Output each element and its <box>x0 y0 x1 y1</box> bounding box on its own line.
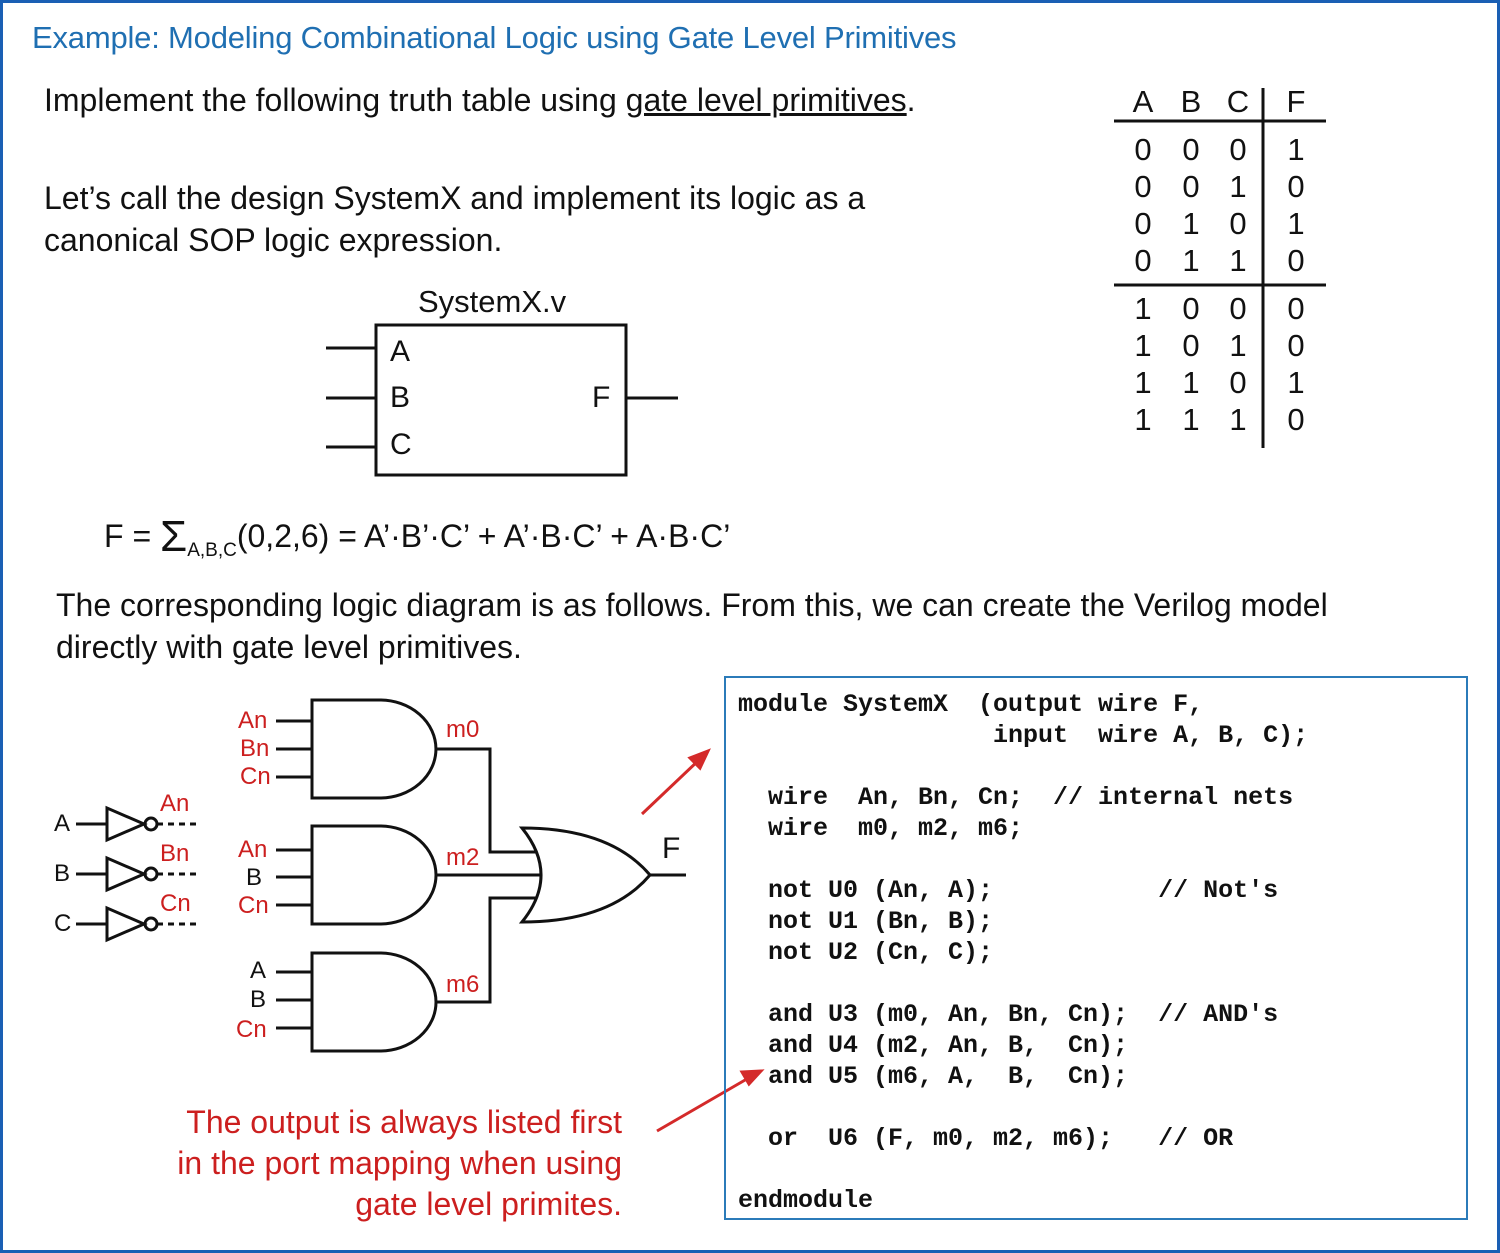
code-line: not U0 (An, A); // Not's <box>738 876 1279 905</box>
tt-cell: 0 <box>1229 206 1247 241</box>
gate-level-primitives-underlined: gate level primitives <box>625 82 907 118</box>
and-m2-in-label-2: B <box>246 864 263 891</box>
tt-cell: 0 <box>1182 291 1200 326</box>
intro-text: Implement the following truth table using <box>44 82 626 118</box>
code-line: and U3 (m0, An, Bn, Cn); // AND's <box>738 1000 1279 1029</box>
tt-cell: 1 <box>1182 402 1200 437</box>
tt-header-a: A <box>1132 84 1154 119</box>
note-line-1: The output is always listed first <box>186 1104 622 1140</box>
tt-cell: 1 <box>1287 365 1305 400</box>
or-gate <box>522 828 650 922</box>
note-line-2: in the port mapping when using <box>177 1145 622 1181</box>
inv-a-input-label: A <box>54 810 71 837</box>
tt-cell: 0 <box>1229 132 1247 167</box>
and-gate-m0 <box>312 700 436 798</box>
inv-a-output-label: An <box>160 790 190 817</box>
intro-line-2: Let’s call the design SystemX and implement its logic as a <box>44 180 866 216</box>
tt-cell: 0 <box>1182 169 1200 204</box>
inv-c-output-label: Cn <box>160 890 191 917</box>
tt-cell: 1 <box>1182 243 1200 278</box>
eq-lhs: F = <box>104 518 152 554</box>
tt-cell: 0 <box>1229 365 1247 400</box>
tt-header-f: F <box>1286 84 1306 119</box>
tt-cell: 0 <box>1134 243 1152 278</box>
and-m6-in-label-1: A <box>250 957 267 984</box>
tt-cell: 0 <box>1287 243 1305 278</box>
and-m6-in-label-2: B <box>250 986 267 1013</box>
inv-c-input-label: C <box>54 910 72 937</box>
and-m0-in-label-2: Bn <box>240 735 270 762</box>
inv-b-input-label: B <box>54 860 71 887</box>
tt-cell: 1 <box>1134 328 1152 363</box>
tt-cell: 0 <box>1182 328 1200 363</box>
tt-cell: 1 <box>1229 169 1247 204</box>
block-output-f: F <box>592 381 611 414</box>
code-line: wire m0, m2, m6; <box>738 814 1024 843</box>
arrow-to-code-top <box>642 759 700 814</box>
tt-cell: 1 <box>1134 365 1152 400</box>
tt-cell: 0 <box>1134 132 1152 167</box>
and-m0-in-label-1: An <box>238 707 268 734</box>
eq-subscript: A,B,C <box>187 540 237 561</box>
tt-cell: 1 <box>1229 328 1247 363</box>
code-line: endmodule <box>738 1186 874 1215</box>
tt-cell: 1 <box>1134 402 1152 437</box>
inv-b-output-label: Bn <box>160 840 190 867</box>
tt-header-b: B <box>1180 84 1202 119</box>
code-line: or U6 (F, m0, m2, m6); // OR <box>738 1124 1234 1153</box>
tt-cell: 0 <box>1134 206 1152 241</box>
systemx-block <box>376 325 626 475</box>
intro-period: . <box>906 82 916 118</box>
block-input-a: A <box>390 335 411 368</box>
or-output-label: F <box>662 832 681 865</box>
tt-cell: 1 <box>1134 291 1152 326</box>
diagram-text-2: directly with gate level primitives. <box>56 629 522 665</box>
code-line: and U5 (m6, A, B, Cn); <box>738 1062 1129 1091</box>
and-m2-in-label-1: An <box>238 836 268 863</box>
m0-label: m0 <box>446 716 480 743</box>
and-m6-in-label-3: Cn <box>236 1016 267 1043</box>
code-line: module SystemX (output wire F, <box>738 690 1204 719</box>
code-line: input wire A, B, C); <box>738 721 1309 750</box>
tt-cell: 0 <box>1287 328 1305 363</box>
m6-label: m6 <box>446 971 480 998</box>
block-name: SystemX.v <box>418 284 567 319</box>
eq-minterms: (0,2,6) <box>236 518 330 554</box>
tt-cell: 0 <box>1287 402 1305 437</box>
inverter-c <box>76 908 157 940</box>
inverter-b <box>76 858 157 890</box>
code-line: not U1 (Bn, B); <box>738 907 994 936</box>
and-m2-in-label-3: Cn <box>238 892 269 919</box>
tt-cell: 1 <box>1287 132 1305 167</box>
tt-cell: 1 <box>1287 206 1305 241</box>
tt-cell: 1 <box>1229 243 1247 278</box>
tt-header-c: C <box>1226 84 1250 119</box>
block-input-c: C <box>390 428 412 461</box>
slide-title: Example: Modeling Combinational Logic using Gate Level Primitives <box>32 20 957 55</box>
code-line: wire An, Bn, Cn; // internal nets <box>738 783 1294 812</box>
port-mapping-note <box>120 1102 622 1225</box>
tt-cell: 0 <box>1182 132 1200 167</box>
inverter-a <box>76 808 157 840</box>
tt-cell: 1 <box>1229 402 1247 437</box>
intro-line-3: canonical SOP logic expression. <box>44 222 503 258</box>
eq-rhs: = A’·B’·C’ + A’·B·C’ + A·B·C’ <box>338 518 731 554</box>
diagram-text-1: The corresponding logic diagram is as follows. From this, we can create the Verilog model <box>56 587 1328 623</box>
and-gate-m6 <box>312 953 436 1051</box>
m2-label: m2 <box>446 844 480 871</box>
tt-cell: 0 <box>1287 291 1305 326</box>
code-line: not U2 (Cn, C); <box>738 938 994 967</box>
block-input-b: B <box>390 381 411 414</box>
tt-cell: 1 <box>1182 206 1200 241</box>
tt-cell: 0 <box>1229 291 1247 326</box>
tt-cell: 0 <box>1134 169 1152 204</box>
code-line: and U4 (m2, An, B, Cn); <box>738 1031 1129 1060</box>
tt-cell: 1 <box>1182 365 1200 400</box>
sigma-symbol: Σ <box>160 512 188 561</box>
tt-cell: 0 <box>1287 169 1305 204</box>
note-line-3: gate level primites. <box>355 1186 622 1222</box>
wire-m0 <box>436 749 536 852</box>
and-m0-in-label-3: Cn <box>240 763 271 790</box>
and-gate-m2 <box>312 826 436 924</box>
